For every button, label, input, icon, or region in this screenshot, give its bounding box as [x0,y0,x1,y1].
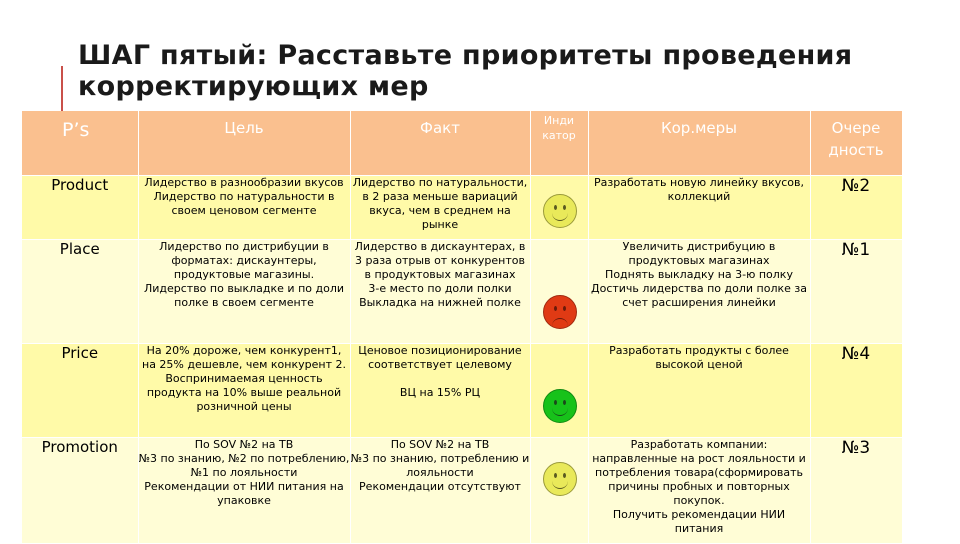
row-measures: Увеличить дистрибуцию в продуктовых магазинах Поднять выкладку на 3-ю полку Достичь лидерства по доли полке за счет расширения линейки [588,240,810,344]
row-measures: Разработать новую линейку вкусов, коллекций [588,176,810,240]
row-indicator [530,438,588,544]
header-goal: Цель [138,111,350,176]
row-indicator [530,240,588,344]
row-measures: Разработать продукты с более высокой ценой [588,344,810,438]
neutral-face-icon [543,462,577,496]
row-priority: №3 [810,438,902,544]
neutral-face-icon [543,194,577,228]
row-priority: №1 [810,240,902,344]
row-p-name: Product [22,176,138,240]
row-fact: Лидерство по натуральности, в 2 раза меньше вариаций вкуса, чем в среднем на рынке [350,176,530,240]
row-goal: На 20% дороже, чем конкурент1, на 25% дешевле, чем конкурент 2. Воспринимаемая ценность продукта на 10% выше реальной розничной цены [138,344,350,438]
row-fact: По SOV №2 на ТВ №3 по знанию, потреблению и лояльности Рекомендации отсутствуют [350,438,530,544]
row-goal: Лидерство в разнообразии вкусов Лидерство по натуральности в своем ценовом сегменте [138,176,350,240]
row-indicator [530,176,588,240]
row-indicator [530,344,588,438]
row-fact: Ценовое позиционирование соответствует целевому ВЦ на 15% РЦ [350,344,530,438]
row-measures: Разработать компании: направленные на рост лояльности и потребления товара(сформировать причины пробных и повторных покупок. Получить рекомендации НИИ питания [588,438,810,544]
table-header-row [22,111,902,176]
row-priority: №2 [810,176,902,240]
priorities-table [22,111,903,544]
header-indicator: Инди катор [530,111,588,176]
header-ps: P’s [22,111,138,176]
table-row-price [22,344,902,438]
smile-face-icon [543,389,577,423]
row-priority: №4 [810,344,902,438]
row-fact: Лидерство в дискаунтерах, в 3 раза отрыв от конкурентов в продуктовых магазинах 3-е место по доли полки Выкладка на нижней полке [350,240,530,344]
slide-title: ШАГ пятый: Расставьте приоритеты проведения корректирующих мер [78,40,853,102]
header-priority: Очере дность [810,111,902,176]
table-row-product [22,176,902,240]
header-fact: Факт [350,111,530,176]
row-p-name: Price [22,344,138,438]
row-p-name: Place [22,240,138,344]
row-p-name: Promotion [22,438,138,544]
row-goal: По SOV №2 на ТВ №3 по знанию, №2 по потреблению, №1 по лояльности Рекомендации от НИИ питания на упаковке [138,438,350,544]
table-row-promotion [22,438,902,544]
header-measures: Кор.меры [588,111,810,176]
table-row-place [22,240,902,344]
sad-face-icon [543,295,577,329]
title-accent-bar [61,66,63,112]
row-goal: Лидерство по дистрибуции в форматах: дискаунтеры, продуктовые магазины. Лидерство по выкладке и по доли полке в своем сегменте [138,240,350,344]
